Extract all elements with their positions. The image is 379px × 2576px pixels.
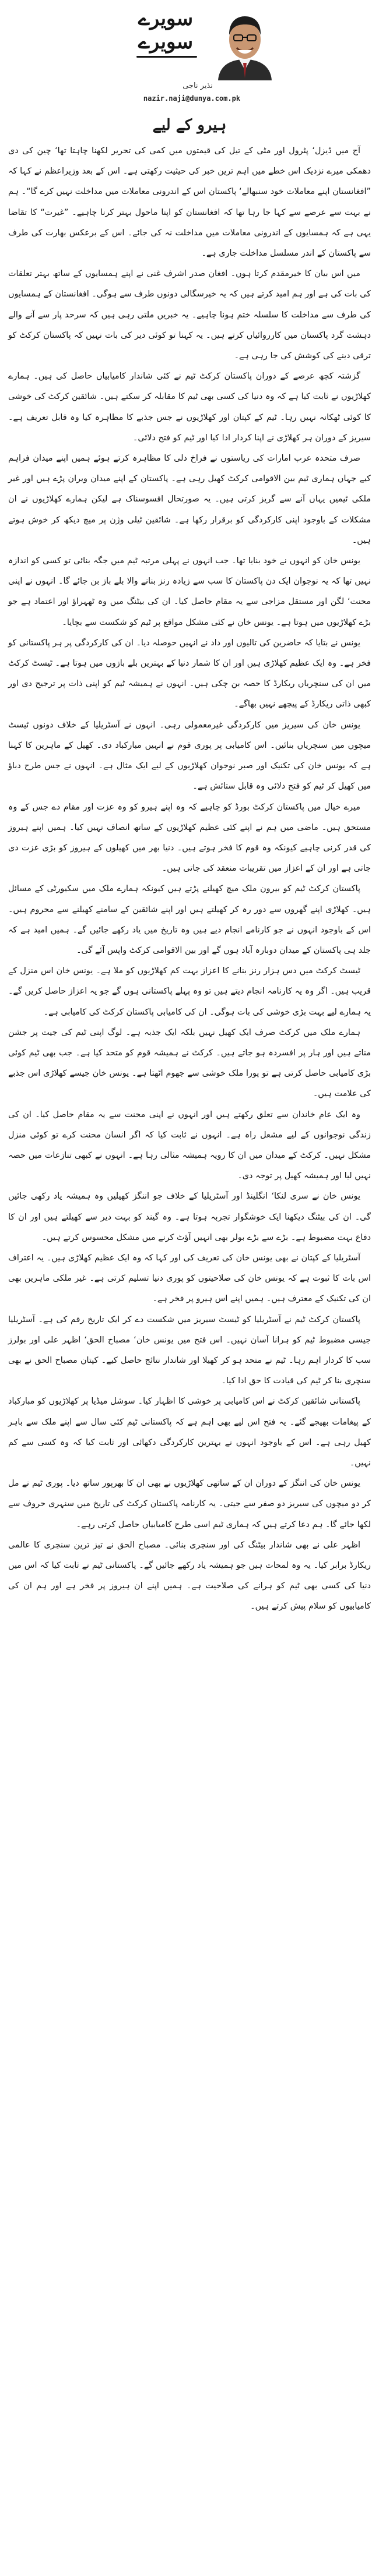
author-name: نذیر ناجی bbox=[183, 82, 213, 90]
article-paragraph: یونس خان کو انہوں نے خود بنایا تھا۔ جب انہوں نے پہلی مرتبہ ٹیم میں جگہ بنائی تو کسی کو اندازہ نہیں تھا کہ یہ نوجوان ایک دن پاکستان کا سب سے زیادہ رنز بنانے والا بلے باز بن جائے گا۔ انہوں نے اپنی محنت‘ لگن اور مستقل مزاجی سے یہ مقام حاصل کیا۔ ان کی بیٹنگ میں وہ ٹھہراؤ اور اعتماد ہے جو بڑے کھلاڑیوں میں ہوتا ہے۔ یونس خان نے کئی مشکل مواقع پر ٹیم کو شکست سے بچایا۔ bbox=[8, 556, 371, 627]
article-paragraph: گزشتہ کچھ عرصے کے دوران پاکستان کرکٹ ٹیم نے کئی شاندار کامیابیاں حاصل کی ہیں۔ ہمارے کھلاڑیوں نے ثابت کیا ہے کہ وہ دنیا کی کسی بھی ٹیم کا مقابلہ کر سکتے ہیں۔ شائقین کرکٹ کی خوشی کا کوئی ٹھکانہ نہیں رہا۔ ٹیم کے کپتان اور کھلاڑیوں نے جس جذبے کا مظاہرہ کیا وہ قابل تعریف ہے۔ سیریز کے دوران ہر کھلاڑی نے اپنا کردار ادا کیا اور ٹیم کو فتح دلائی۔ bbox=[8, 372, 371, 443]
article-paragraph: میں اس بیان کا خیرمقدم کرتا ہوں۔ افغان صدر اشرف غنی نے اپنے ہمسایوں کے ساتھ بہتر تعلقات کی بات کی ہے اور ہم امید کرتے ہیں کہ یہ خیرسگالی دونوں طرف سے ہوگی۔ افغانستان کے ہمسایوں کی طرف سے مداخلت کا سلسلہ ختم ہونا چاہیے۔ یہ خبریں ملتی رہی ہیں کہ سرحد پار سے آنے والے دہشت گرد پاکستان میں کارروائیاں کرتے ہیں۔ یہ کہنا تو کوئی دیر کی بات نہیں کہ پاکستان کرکٹ کو ترقی دینے کی کوشش کی جا رہی ہے۔ bbox=[8, 269, 371, 361]
article-paragraph: پاکستان کرکٹ ٹیم نے آسٹریلیا کو ٹیسٹ سیریز میں شکست دے کر ایک تاریخ رقم کی ہے۔ آسٹریلیا جیسی مضبوط ٹیم کو ہرانا آسان نہیں۔ اس فتح میں یونس خان‘ مصباح الحق‘ اظہر علی اور بولرز سب کا کردار اہم رہا۔ ٹیم نے متحد ہو کر کھیلا اور شاندار نتائج حاصل کیے۔ کپتان مصباح الحق نے بھی سنچری بنا کر ٹیم کی قیادت کا حق ادا کیا۔ bbox=[8, 1314, 371, 1386]
article-paragraph: اظہر علی نے بھی شاندار بیٹنگ کی اور سنچری بنائی۔ مصباح الحق نے تیز ترین سنچری کا عالمی ریکارڈ برابر کیا۔ یہ وہ لمحات ہیں جو ہمیشہ یاد رکھے جائیں گے۔ پاکستانی ٹیم نے ثابت کیا کہ اس میں دنیا کی کسی بھی ٹیم کو ہرانے کی صلاحیت ہے۔ ہمیں اپنے ان ہیروز پر فخر ہے اور ہم ان کی کامیابیوں کو سلام پیش کرتے ہیں۔ bbox=[8, 1540, 371, 1612]
article-paragraph: یونس خان کی سیریز میں کارکردگی غیرمعمولی رہی۔ انہوں نے آسٹریلیا کے خلاف دونوں ٹیسٹ میچوں میں سنچریاں بنائیں۔ اس کامیابی پر پوری قوم نے انہیں مبارکباد دی۔ کھیل کے ماہرین کا کہنا ہے کہ یونس خان کی تکنیک اور صبر نوجوان کھلاڑیوں کے لیے ایک مثال ہے۔ انہوں نے جس طرح دباؤ میں کھیل کر ٹیم کو فتح دلائی وہ قابل ستائش ہے۔ bbox=[8, 720, 371, 791]
article-paragraph: یونس خان نے سری لنکا‘ انگلینڈ اور آسٹریلیا کے خلاف جو اننگز کھیلیں وہ ہمیشہ یاد رکھی جائیں گی۔ ان کی بیٹنگ دیکھنا ایک خوشگوار تجربہ ہوتا ہے۔ وہ گیند کو بہت دیر سے کھیلتے ہیں اور ان کا دفاع بہت مضبوط ہے۔ بڑے سے بڑے بولر بھی انہیں آؤٹ کرنے میں مشکل محسوس کرتے ہیں۔ bbox=[8, 1192, 371, 1242]
article-paragraph: آج میں ڈیزل‘ پٹرول اور مٹی کے تیل کی قیمتوں میں کمی کی تحریر لکھنا چاہتا تھا‘ چین کی دی دھمکی میرے نزدیک اس خطے میں اہم ترین خبر کی حیثیت رکھتی ہے۔ اس کے بعد وزیراعظم نے کہا کہ ”افغانستان اپنے معاملات خود سنبھالے‘ پاکستان اس کے اندرونی معاملات میں مداخلت نہیں کرے گا“۔ ہم نے بہت سے عرصے سے کہا جا رہا تھا کہ افغانستان کو اپنا ماحول بہتر کرنا چاہیے۔ ”غیرت“ کا تقاضا یہی ہے کہ ہمسایوں کے اندرونی معاملات میں مداخلت نہ کی جائے۔ اس کے برعکس بھارت کی طرف سے پاکستان کے اندر مسلسل مداخلت جاری ہے۔ bbox=[8, 146, 371, 259]
article-paragraph: پاکستانی شائقین کرکٹ نے اس کامیابی پر خوشی کا اظہار کیا۔ سوشل میڈیا پر کھلاڑیوں کو مبارکباد کے پیغامات بھیجے گئے۔ یہ فتح اس لیے بھی اہم ہے کہ پاکستانی ٹیم کئی سال سے اپنے ملک سے باہر کھیل رہی ہے۔ اس کے باوجود انہوں نے بہترین کارکردگی دکھائی اور ثابت کیا کہ وہ کسی سے کم نہیں۔ bbox=[8, 1397, 371, 1468]
logo-line-2: سویرے bbox=[138, 30, 194, 54]
article-paragraph: صرف متحدہ عرب امارات کی ریاستوں نے فراخ دلی کا مظاہرہ کرتے ہوئے ہمیں اپنے میدان فراہم کیے جہاں ہماری ٹیم بین الاقوامی کرکٹ کھیل رہی ہے۔ پاکستان کے اپنے میدان ویران پڑے ہیں اور غیر ملکی ٹیمیں یہاں آنے سے گریز کرتی ہیں۔ یہ صورتحال افسوسناک ہے لیکن ہمارے کھلاڑیوں نے ان مشکلات کے باوجود اپنی کارکردگی کو برقرار رکھا ہے۔ شائقین ٹیلی وژن پر میچ دیکھ کر خوش ہوتے ہیں۔ bbox=[8, 454, 371, 545]
author-email: nazir.naji@dunya.com.pk bbox=[143, 94, 241, 103]
logo-underline bbox=[136, 56, 197, 58]
article-paragraph: میرے خیال میں پاکستان کرکٹ بورڈ کو چاہیے کہ وہ اپنے ہیرو کو وہ عزت اور مقام دے جس کے وہ مستحق ہیں۔ ماضی میں ہم نے اپنے کئی عظیم کھلاڑیوں کے ساتھ انصاف نہیں کیا۔ ہمیں اپنے ہیروز کی قدر کرنی چاہیے کیونکہ وہ قوم کا فخر ہوتے ہیں۔ دنیا بھر میں کھیلوں کے ہیروز کو بڑی عزت دی جاتی ہے اور ان کے اعزاز میں تقریبات منعقد کی جاتی ہیں۔ bbox=[8, 802, 371, 874]
article-paragraph: یونس نے بتایا کہ حاضرین کی تالیوں اور داد نے انہیں حوصلہ دیا۔ ان کی کارکردگی پر ہر پاکستانی کو فخر ہے۔ وہ ایک عظیم کھلاڑی ہیں اور ان کا شمار دنیا کے بہترین بلے بازوں میں ہوتا ہے۔ ٹیسٹ کرکٹ میں ان کی سنچریاں ریکارڈ کا حصہ بن چکی ہیں۔ انہوں نے ہمیشہ ٹیم کو اپنی ذات پر ترجیح دی اور کبھی ذاتی ریکارڈ کے پیچھے نہیں بھاگے۔ bbox=[8, 638, 371, 709]
author-photo bbox=[213, 9, 276, 80]
column-masthead bbox=[8, 6, 371, 141]
logo-line-1: سویرے bbox=[138, 7, 194, 30]
article-paragraph: ہمارے ملک میں کرکٹ صرف ایک کھیل نہیں بلکہ ایک جذبہ ہے۔ لوگ اپنی ٹیم کی جیت پر جشن مناتے ہیں اور ہار پر افسردہ ہو جاتے ہیں۔ کرکٹ نے ہمیشہ قوم کو متحد کیا ہے۔ جب بھی ٹیم کوئی بڑی کامیابی حاصل کرتی ہے تو پورا ملک خوشی سے جھوم اٹھتا ہے۔ یونس خان جیسے کھلاڑی اس جذبے کی علامت ہیں۔ bbox=[8, 1027, 371, 1099]
column-headline: ہیرو کے لیے bbox=[152, 116, 227, 134]
article-paragraph: وہ ایک عام خاندان سے تعلق رکھتے ہیں اور انہوں نے اپنی محنت سے یہ مقام حاصل کیا۔ ان کی زندگی نوجوانوں کے لیے مشعل راہ ہے۔ انہوں نے ثابت کیا کہ اگر انسان محنت کرے تو کوئی منزل مشکل نہیں۔ کرکٹ کے میدان میں ان کا رویہ ہمیشہ مثالی رہا ہے۔ انہوں نے کبھی تنازعات میں حصہ نہیں لیا اور ہمیشہ کھیل پر توجہ دی۔ bbox=[8, 1109, 371, 1181]
article-paragraph: آسٹریلیا کے کپتان نے بھی یونس خان کی تعریف کی اور کہا کہ وہ ایک عظیم کھلاڑی ہیں۔ یہ اعتراف اس بات کا ثبوت ہے کہ یونس خان کی صلاحیتوں کو پوری دنیا تسلیم کرتی ہے۔ غیر ملکی ماہرین بھی ان کی تکنیک کے معترف ہیں۔ ہمیں اپنے اس ہیرو پر فخر ہے۔ bbox=[8, 1253, 371, 1304]
article-paragraph: یونس خان کی اننگز کے دوران ان کے ساتھی کھلاڑیوں نے بھی ان کا بھرپور ساتھ دیا۔ پوری ٹیم نے مل کر دو میچوں کی سیریز دو صفر سے جیتی۔ یہ کارنامہ پاکستان کرکٹ کی تاریخ میں سنہری حروف سے لکھا جائے گا۔ ہم دعا کرتے ہیں کہ ہماری ٹیم اسی طرح کامیابیاں حاصل کرتی رہے۔ bbox=[8, 1479, 371, 1529]
article-body bbox=[8, 141, 371, 1617]
article-paragraph: ٹیسٹ کرکٹ میں دس ہزار رنز بنانے کا اعزاز بہت کم کھلاڑیوں کو ملا ہے۔ یونس خان اس منزل کے قریب ہیں۔ اگر وہ یہ کارنامہ انجام دیتے ہیں تو وہ پہلے پاکستانی ہوں گے جو یہ اعزاز حاصل کریں گے۔ یہ ہمارے لیے بہت بڑی خوشی کی بات ہوگی۔ ان کی کامیابی پاکستان کرکٹ کی کامیابی ہے۔ bbox=[8, 966, 371, 1017]
article-paragraph: پاکستان کرکٹ ٹیم کو بیرون ملک میچ کھیلنے پڑتے ہیں کیونکہ ہمارے ملک میں سکیورٹی کے مسائل ہیں۔ کھلاڑی اپنے گھروں سے دور رہ کر کھیلتے ہیں اور اپنے شائقین کے سامنے کھیلنے سے محروم ہیں۔ اس کے باوجود انہوں نے جو کارنامے انجام دیے ہیں وہ تاریخ میں یاد رکھے جائیں گے۔ ہمیں امید ہے کہ جلد ہی پاکستان کے میدان دوبارہ آباد ہوں گے اور بین الاقوامی کرکٹ واپس آئے گی۔ bbox=[8, 884, 371, 955]
column-logo bbox=[125, 7, 206, 63]
